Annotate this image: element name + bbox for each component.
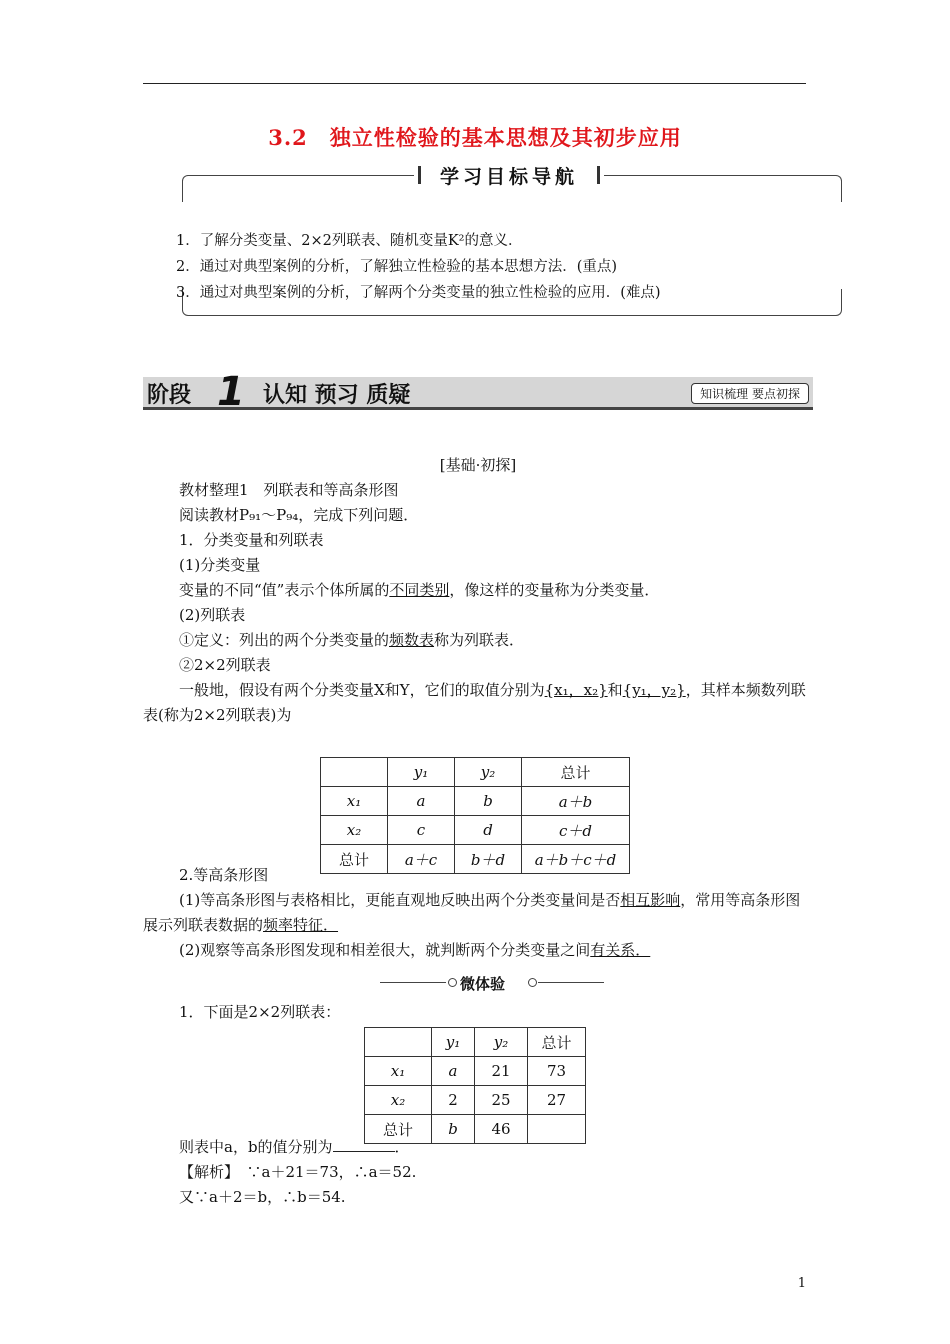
heading-line: 教材整理1 列联表和等高条形图	[179, 481, 399, 499]
stage-banner	[143, 369, 813, 415]
section-tag: [基础·初探]	[439, 456, 517, 474]
goal-item: 2．通过对典型案例的分析，了解独立性检验的基本思想方法．(重点)	[176, 259, 618, 275]
solution-line: 又∵a＋2＝b，∴b＝54.	[179, 1188, 346, 1206]
table-row: y₁ y₂ 总计	[365, 1028, 586, 1057]
heading-line: (2)列联表	[179, 606, 246, 624]
micro-experience-divider	[380, 973, 605, 993]
goals-tag: 学习目标导航	[414, 162, 604, 188]
table-row: x₂ 2 25 27	[365, 1086, 586, 1115]
solution-line: 【解析】 ∵a＋21＝73，∴a＝52.	[179, 1163, 417, 1181]
heading-line: 2.等高条形图	[179, 866, 269, 884]
table-row: 总计 b 46	[365, 1115, 586, 1144]
text-line: ①定义：列出的两个分类变量的频数表称为列联表．	[179, 631, 525, 649]
table-row: 总计 a＋c b＋d a＋b＋c＋d	[321, 845, 630, 874]
paragraph: 一般地，假设有两个分类变量X和Y，它们的取值分别为{x₁，x₂}和{y₁，y₂}，其样本频数列联表(称为2×2列联表)为	[143, 681, 806, 724]
body-part-2	[143, 863, 813, 963]
page-title: 3.2 独立性检验的基本思想及其初步应用	[268, 125, 682, 150]
table-row: x₁ a 21 73	[365, 1057, 586, 1086]
stage-badge: 知识梳理 要点初探	[691, 383, 809, 404]
heading-line: ②2×2列联表	[179, 656, 271, 674]
table-row: x₂ c d c＋d	[321, 816, 630, 845]
text-line: 变量的不同“值”表示个体所属的不同类别，像这样的变量称为分类变量．	[179, 581, 660, 599]
goal-item: 1．了解分类变量、2×2列联表、随机变量K²的意义．	[176, 233, 523, 249]
table-row: x₁ a b a＋b	[321, 787, 630, 816]
question-line: 1．下面是2×2列联表：	[179, 1003, 341, 1021]
top-rule	[143, 83, 806, 84]
paragraph: (2)观察等高条形图发现和相差很大，就判断两个分类变量之间有关系．	[179, 941, 651, 959]
table-row: y₁ y₂ 总计	[321, 758, 630, 787]
answer-blank	[333, 1137, 395, 1152]
stage-number: 1	[217, 369, 245, 415]
learning-goals-box	[176, 162, 842, 317]
body-part-1	[143, 478, 813, 728]
stage-subtitle: 认知 预习 质疑	[263, 383, 411, 408]
stage-label: 阶段	[147, 383, 192, 408]
heading-line: (1)分类变量	[179, 556, 261, 574]
heading-line: 1．分类变量和列联表	[179, 531, 324, 549]
contingency-table-general	[320, 757, 630, 874]
contingency-table-exercise	[364, 1027, 586, 1144]
goal-item: 3．通过对典型案例的分析，了解两个分类变量的独立性检验的应用．(难点)	[176, 285, 661, 301]
text-line: 阅读教材P₉₁～P₉₄，完成下列问题．	[179, 506, 419, 524]
micro-title: 微体验	[460, 975, 506, 993]
question-line: 则表中a，b的值分别为 ．	[179, 1138, 410, 1156]
paragraph: (1)等高条形图与表格相比，更能直观地反映出两个分类变量间是否相互影响，常用等高条形图展示列联表数据的频率特征．	[143, 891, 801, 934]
answer-section	[143, 1135, 813, 1210]
goals-list	[176, 228, 661, 306]
page-number: 1	[797, 1276, 806, 1291]
